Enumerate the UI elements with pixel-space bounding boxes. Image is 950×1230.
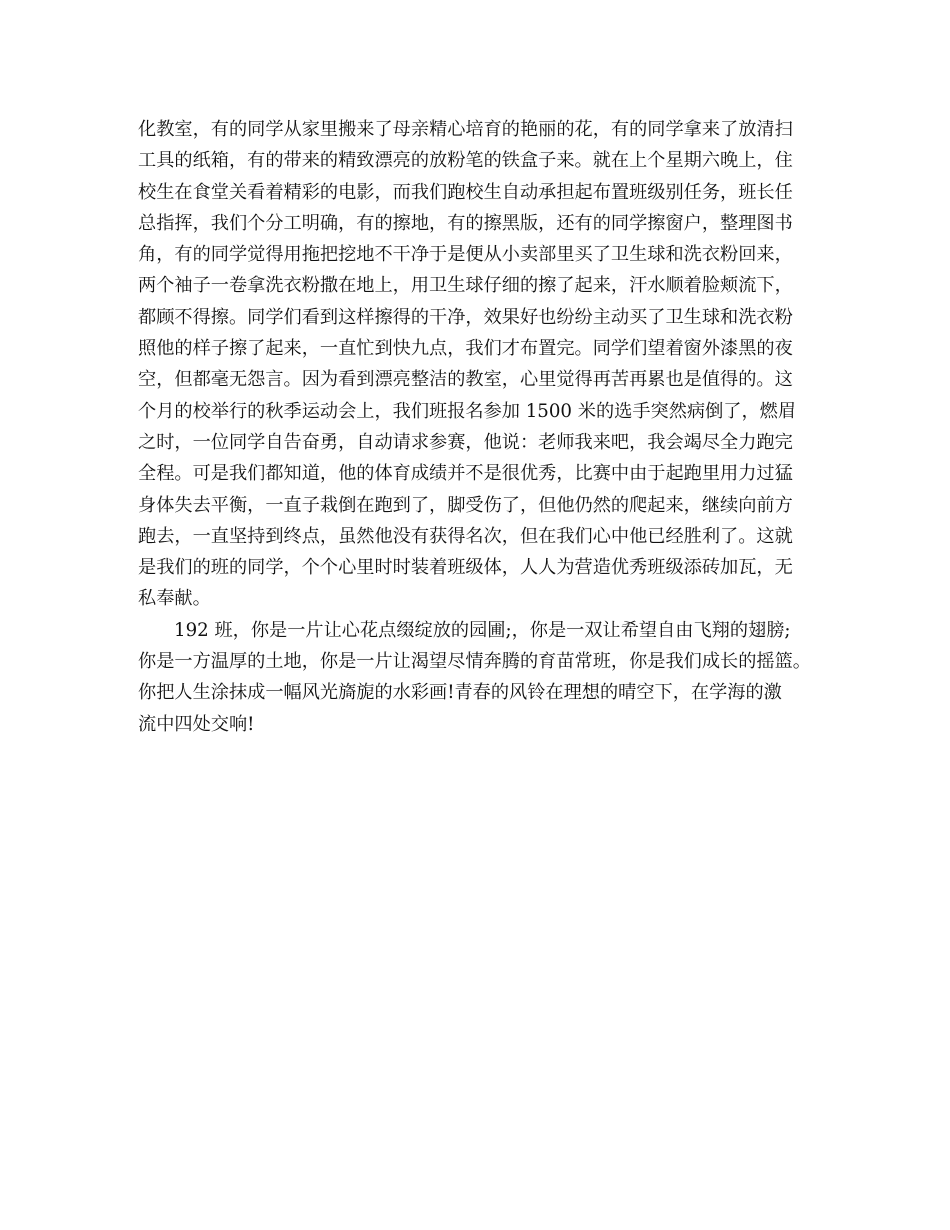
text-line: 是我们的班的同学，个个心里时时装着班级体，人人为营造优秀班级添砖加瓦，无 <box>138 557 793 579</box>
text-line: 之时，一位同学自告奋勇，自动请求参赛，他说：老师我来吧，我会竭尽全力跑完 <box>138 431 793 453</box>
paragraph-1 <box>138 114 818 615</box>
text-line: 个月的校举行的秋季运动会上，我们班报名参加 1500 米的选手突然病倒了，燃眉 <box>138 400 797 422</box>
paragraph-2 <box>138 615 818 740</box>
text-line: 你是一方温厚的土地，你是一片让渴望尽情奔腾的育苗常班，你是我们成长的摇篮。 <box>138 651 811 673</box>
text-line: 空，但都毫无怨言。因为看到漂亮整洁的教室，心里觉得再苦再累也是值得的。这 <box>138 369 793 391</box>
text-line: 你把人生涂抹成一幅风光旖旎的水彩画!青春的风铃在理想的晴空下，在学海的激 <box>138 682 782 704</box>
text-line: 跑去，一直坚持到终点，虽然他没有获得名次，但在我们心中他已经胜利了。这就 <box>138 525 793 547</box>
text-line: 照他的样子擦了起来，一直忙到快九点，我们才布置完。同学们望着窗外漆黑的夜 <box>138 338 793 360</box>
text-line: 192 班，你是一片让心花点缀绽放的园圃;，你是一双让希望自由飞翔的翅膀; <box>174 619 791 641</box>
text-line: 都顾不得擦。同学们看到这样擦得的干净，效果好也纷纷主动买了卫生球和洗衣粉 <box>138 306 793 328</box>
text-line: 私奉献。 <box>138 588 211 610</box>
text-line: 校生在食堂关看着精彩的电影，而我们跑校生自动承担起布置班级别任务，班长任 <box>138 181 793 203</box>
text-line: 角，有的同学觉得用拖把挖地不干净于是便从小卖部里买了卫生球和洗衣粉回来， <box>138 244 793 266</box>
text-line: 全程。可是我们都知道，他的体育成绩并不是很优秀，比赛中由于起跑里用力过猛 <box>138 463 793 485</box>
text-line: 化教室，有的同学从家里搬来了母亲精心培育的艳丽的花，有的同学拿来了放清扫 <box>138 119 793 140</box>
text-line: 工具的纸箱，有的带来的精致漂亮的放粉笔的铁盒子来。就在上个星期六晚上，住 <box>138 150 793 172</box>
text-line: 身体失去平衡，一直子栽倒在跑到了，脚受伤了，但他仍然的爬起来，继续向前方 <box>138 494 793 516</box>
document-body <box>138 114 818 740</box>
text-line: 流中四处交响! <box>138 713 255 735</box>
text-line: 总指挥，我们个分工明确，有的擦地，有的擦黑版，还有的同学擦窗户，整理图书 <box>138 212 793 234</box>
text-line: 两个袖子一卷拿洗衣粉撒在地上，用卫生球仔细的擦了起来，汗水顺着脸颊流下， <box>138 275 793 297</box>
